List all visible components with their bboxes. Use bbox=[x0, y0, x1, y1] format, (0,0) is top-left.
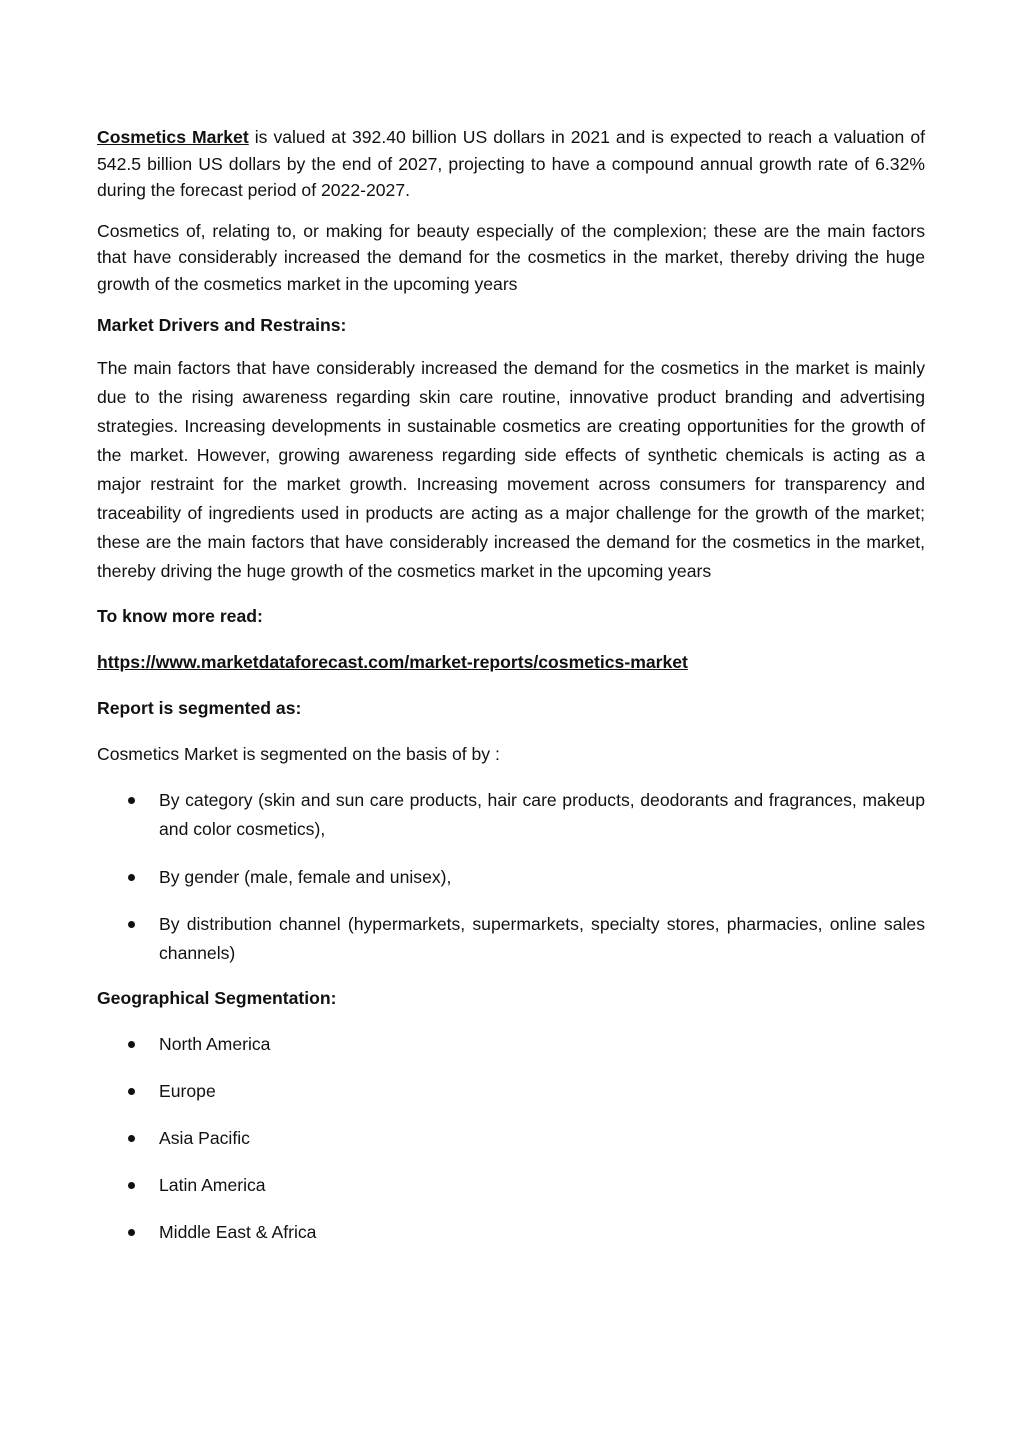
list-item-text: Asia Pacific bbox=[159, 1128, 250, 1148]
bullet-icon bbox=[128, 1041, 135, 1048]
geography-heading: Geographical Segmentation: bbox=[97, 988, 337, 1008]
list-item-text: Europe bbox=[159, 1081, 216, 1101]
geography-list bbox=[97, 1030, 925, 1247]
drivers-paragraph: The main factors that have considerably increased the demand for the cosmetics in the market is mainly due to the rising awareness regarding skin care routine, innovative product branding and advertising strategies. Increasing developments in sustainable cosmetics are creating opportunities for the growth of the market. However, growing awareness regarding side effects of synthetic chemicals is acting as a major restraint for the market growth. Increasing movement across consumers for transparency and traceability of ingredients used in products are acting as a major challenge for the growth of the market; these are the main factors that have considerably increased the demand for the cosmetics in the market, thereby driving the huge growth of the cosmetics market in the upcoming years bbox=[97, 358, 925, 581]
description-paragraph: Cosmetics of, relating to, or making for beauty especially of the complexion; these are the main factors that have considerably increased the demand for the cosmetics in the market, thereby driving the huge growth of the cosmetics market in the upcoming years bbox=[97, 220, 925, 294]
list-item-text: By distribution channel (hypermarkets, supermarkets, specialty stores, pharmacies, online sales channels) bbox=[159, 914, 925, 963]
list-item-text: Latin America bbox=[159, 1175, 266, 1195]
segmentation-heading: Report is segmented as: bbox=[97, 698, 302, 718]
list-item-text: By category (skin and sun care products, hair care products, deodorants and fragrances, makeup and color cosmetics), bbox=[159, 790, 925, 839]
bullet-icon bbox=[128, 921, 135, 928]
list-item-text: Middle East & Africa bbox=[159, 1222, 317, 1242]
segmentation-list bbox=[97, 786, 925, 968]
document-page bbox=[97, 124, 925, 1247]
list-item bbox=[97, 1077, 925, 1106]
read-more-heading: To know more read: bbox=[97, 606, 263, 626]
list-item bbox=[97, 1218, 925, 1247]
bullet-icon bbox=[128, 797, 135, 804]
list-item bbox=[97, 1171, 925, 1200]
list-item bbox=[97, 1124, 925, 1153]
cosmetics-market-link[interactable]: Cosmetics Market bbox=[97, 127, 249, 147]
intro-text: is valued at 392.40 billion US dollars in 2021 and is expected to reach a valuation of 542.5 billion US dollars by the end of 2027, projecting to have a compound annual growth rate of 6.32% during the forecast period of 2022-2027. bbox=[97, 127, 925, 200]
bullet-icon bbox=[128, 1182, 135, 1189]
list-item-text: North America bbox=[159, 1034, 271, 1054]
segmentation-intro: Cosmetics Market is segmented on the basis of by : bbox=[97, 744, 500, 764]
bullet-icon bbox=[128, 874, 135, 881]
intro-paragraph bbox=[97, 124, 925, 204]
bullet-icon bbox=[128, 1088, 135, 1095]
list-item-text: By gender (male, female and unisex), bbox=[159, 867, 452, 887]
list-item bbox=[97, 786, 925, 844]
url-line bbox=[97, 649, 925, 675]
bullet-icon bbox=[128, 1135, 135, 1142]
report-url-link[interactable]: https://www.marketdataforecast.com/market-reports/cosmetics-market bbox=[97, 652, 688, 672]
list-item bbox=[97, 863, 925, 892]
list-item bbox=[97, 1030, 925, 1059]
list-item bbox=[97, 910, 925, 968]
drivers-heading: Market Drivers and Restrains: bbox=[97, 315, 347, 335]
bullet-icon bbox=[128, 1229, 135, 1236]
